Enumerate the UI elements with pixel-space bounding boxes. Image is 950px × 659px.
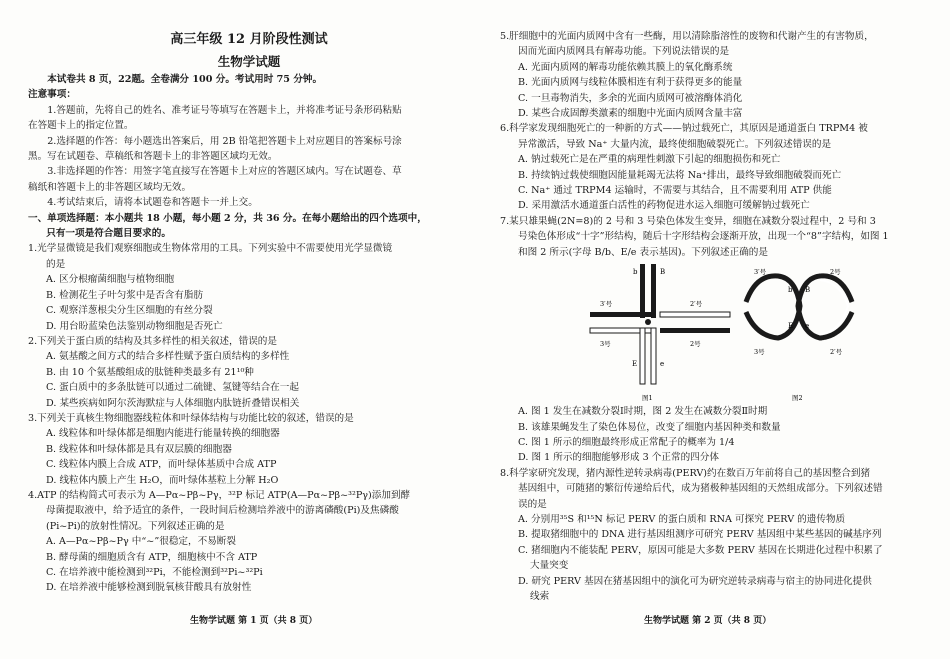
section-heading: 一、单项选择题：本小题共 18 小题，每小题 2 分，共 36 分。在每小题给出的四个选项中，	[28, 212, 427, 224]
gene-label-B: B	[805, 286, 811, 295]
question-6	[500, 121, 926, 213]
option-b: B. 提取猪细胞中的 DNA 进行基因组测序可研究 PERV 基因组中某些基因的碱基序列	[518, 529, 882, 541]
notice-line: 2.选择题的作答：每小题选出答案后，用 2B 铅笔把答题卡上对应题目的答案标号涂	[47, 135, 402, 147]
exam-title: 高三年级 12 月阶段性测试	[170, 32, 328, 47]
question-stem: 7.某只雄果蝇(2N=8)的 2 号和 3 号染色体发生变异，细胞在减数分裂过程中，2 号和 3	[500, 215, 876, 227]
option-c: C. 观察洋葱根尖分生区细胞的有丝分裂	[46, 305, 213, 317]
notice-title: 注意事项：	[28, 89, 76, 101]
question-stem: 3.下列关于真核生物细胞器线粒体和叶绿体结构与功能比较的叙述，错误的是	[28, 412, 354, 424]
option-a: A. 线粒体和叶绿体都是细胞内能进行能量转换的细胞器	[46, 428, 280, 440]
gene-label-e: e	[805, 322, 810, 331]
right-column	[500, 29, 926, 604]
chromosome-arm	[660, 328, 730, 333]
gene-label-E: E	[632, 360, 638, 369]
option-c: C. Na⁺ 通过 TRPM4 运输时，不需要与其结合，且不需要利用 ATP 供能	[518, 185, 832, 197]
question-4	[28, 488, 470, 596]
question-stem: 异常激活，导致 Na⁺ 大量内流，最终使细胞破裂死亡。下列叙述错误的是	[518, 138, 832, 150]
chromosome-arm	[590, 328, 656, 333]
question-stem: 6.科学家发现细胞死亡的一种新的方式——钠过载死亡，其原因是通道蛋白 TRPM4 被	[500, 123, 868, 135]
option-d: D. 在培养液中能够检测到脱氧核苷酸具有放射性	[46, 582, 252, 594]
chromosome-label: 3′号	[600, 300, 613, 309]
centromere	[796, 293, 802, 299]
gene-label-B: B	[660, 268, 666, 277]
chromosome-arm	[660, 312, 730, 317]
question-stem: 母菌提取液中，给予适宜的条件，一段时间后检测培养液中的游离磷酸(Pi)及焦磷酸	[46, 505, 399, 517]
chromosome-figures	[500, 262, 926, 404]
section-heading-cont: 只有一项是符合题目要求的。	[46, 228, 171, 240]
chromosome-label: 2′号	[830, 348, 843, 357]
option-d: D. 线粒体内膜上产生 H₂O，而叶绿体基粒上分解 H₂O	[46, 474, 279, 486]
notice-line: 1.答题前，先将自己的姓名、准考证号等填写在答题卡上，并将准考证号条形码粘贴	[47, 104, 402, 116]
figure-1-caption: 图1	[642, 394, 653, 403]
chromosome-label: 2号	[690, 340, 701, 349]
notice-line: 4.考试结束后，请将本试题卷和答题卡一并上交。	[47, 197, 258, 209]
chromosome-label: 2′号	[690, 300, 703, 309]
question-stem: 号染色体形成“十字”形结构，随后十字形结构会逐渐开放，出现一个“8”字结构，如图 1	[518, 231, 889, 243]
question-stem: 5.肝细胞中的光面内质网中含有一些酶，用以清除脂溶性的废物和代谢产生的有害物质，	[500, 31, 874, 42]
figure-2-eight	[746, 276, 852, 338]
option-c: C. 蛋白质中的多条肽链可以通过二硫键、氢键等结合在一起	[46, 382, 299, 394]
chromosome-arm	[651, 328, 656, 384]
question-stem: 基因组中，可随猪的繁衍传递给后代，成为猪极种基因组的天然组成部分。下列叙述错	[518, 483, 883, 495]
question-stem: 因而光面内质网具有解毒功能。下列说法错误的是	[518, 46, 730, 58]
option-b: B. 酵母菌的细胞质含有 ATP，细胞核中不含 ATP	[46, 551, 258, 563]
chromosome-label: 3号	[600, 340, 611, 349]
option-d: D. 研究 PERV 基因在猪基因组中的演化可为研究逆转录病毒与宿主的协同进化提供	[518, 575, 872, 587]
gene-label-E: E	[788, 322, 794, 331]
option-b: B. 线粒体和叶绿体都是具有双层膜的细胞器	[46, 443, 232, 455]
option-c: C. 图 1 所示的细胞最终形成正常配子的概率为 1/4	[518, 436, 735, 448]
option-b: B. 该雄果蝇发生了染色体易位，改变了细胞内基因种类和数量	[518, 421, 781, 433]
chromosome-label: 3′号	[754, 268, 767, 277]
notice-line: 黑。写在试题卷、草稿纸和答题卡上的非答题区域均无效。	[28, 151, 278, 163]
option-c-cont: 大量突变	[530, 560, 569, 572]
chromosome-figure-svg	[500, 262, 926, 404]
option-d-cont: 线索	[530, 590, 550, 602]
option-a: A. 氨基酸之间方式的结合多样性赋予蛋白质结构的多样性	[46, 351, 290, 363]
page-footer-right: 生物学试题 第 2 页（共 8 页）	[644, 616, 772, 626]
option-d: D. 某些疾病如阿尔茨海默症与人体细胞内肽链折叠错误相关	[46, 397, 300, 409]
exam-subtitle: 生物学试题	[217, 54, 281, 69]
option-a: A. 区分根瘤菌细胞与植物细胞	[46, 274, 175, 286]
option-a: A. 钠过载死亡是在严重的病理性刺激下引起的细胞损伤和死亡	[518, 154, 781, 166]
chromosome-label: 2号	[830, 268, 841, 277]
question-7	[500, 214, 926, 466]
notice-line: 稿纸和答题卡上的非答题区域均无效。	[28, 181, 192, 193]
question-stem: 8.科学家研究发现，猪内源性逆转录病毒(PERV)约在数百万年前将自己的基因整合到猪	[500, 467, 871, 479]
page-footer-left: 生物学试题 第 1 页（共 8 页）	[190, 616, 318, 626]
option-c: C. 在培养液中能检测到³²Pi，不能检测到³²Pi~³²Pi	[46, 567, 263, 578]
notice-line: 在答题卡上的指定位置。	[28, 120, 134, 132]
option-c: C. 猪细胞内不能装配 PERV，原因可能是大多数 PERV 基因在长期进化过程中积累了	[518, 544, 883, 556]
question-8	[500, 466, 926, 605]
notice-line: 3.非选择题的作答：用签字笔直接写在答题卡上对应的答题区域内。写在试题卷、草	[47, 166, 402, 178]
option-d: D. 某些合成固醇类激素的细胞中光面内质网含量丰富	[518, 108, 743, 120]
chromosome-label: 3号	[754, 348, 765, 357]
question-stem: 和图 2 所示(字母 B/b、E/e 表示基因)。下列叙述正确的是	[518, 246, 768, 258]
chromosome-arm	[640, 328, 645, 384]
gene-label-b: b	[788, 286, 793, 295]
question-stem: 1.光学显微镜是我们观察细胞或生物体常用的工具。下列实验中不需要使用光学显微镜	[28, 243, 393, 255]
question-stem: 误的是	[518, 498, 547, 510]
question-stem: 的是	[46, 258, 66, 270]
question-5	[500, 29, 926, 121]
centromere	[796, 313, 802, 319]
exam-info: 本试卷共 8 页，22题。全卷满分 100 分。考试用时 75 分钟。	[47, 74, 323, 85]
option-a: A. 图 1 发生在减数分裂Ⅰ时期，图 2 发生在减数分裂Ⅱ时期	[518, 406, 768, 418]
question-stem: (Pi~Pi)的放射性情况。下列叙述正确的是	[46, 520, 225, 532]
option-c: C. 线粒体内膜上合成 ATP，而叶绿体基质中合成 ATP	[46, 459, 277, 471]
question-stem: 4.ATP 的结构简式可表示为 A—Pα~Pβ~Pγ，³²P 标记 ATP(A—Pα~Pβ~³²Pγ)添加到酵	[28, 489, 411, 501]
option-b: B. 由 10 个氨基酸组成的肽链种类最多有 21¹⁰种	[46, 366, 254, 378]
chromosome-arm	[640, 264, 645, 318]
option-a: A. 分别用³⁵S 和¹⁵N 标记 PERV 的蛋白质和 RNA 可探究 PERV 的遗传物质	[518, 513, 846, 525]
option-d: D. 用台盼蓝染色法鉴别动物细胞是否死亡	[46, 320, 223, 332]
left-column	[28, 0, 470, 596]
chromosome-arm	[590, 312, 656, 317]
option-b: B. 持续钠过载使细胞因能量耗竭无法将 Na⁺排出，最终导致细胞破裂而死亡	[518, 169, 842, 181]
option-b: B. 光面内质网与线粒体膜相连有利于获得更多的能量	[518, 77, 743, 89]
figure-2-caption: 图2	[792, 394, 803, 403]
option-d: D. 图 1 所示的细胞能够形成 3 个正常的四分体	[518, 452, 719, 464]
centromere	[645, 319, 651, 325]
option-b: B. 检测花生子叶匀浆中是否含有脂肪	[46, 289, 204, 301]
question-1	[28, 241, 470, 333]
gene-label-b: b	[633, 268, 638, 277]
option-a: A. A—Pα~Pβ~Pγ 中“~”很稳定，不易断裂	[46, 536, 236, 548]
chromosome-arm	[651, 264, 656, 318]
option-d: D. 采用激活水通道蛋白活性的药物促进水运入细胞可缓解钠过载死亡	[518, 200, 810, 212]
gene-label-e: e	[660, 360, 665, 369]
option-c: C. 一旦毒物消失，多余的光面内质网可被溶酶体消化	[518, 92, 743, 104]
question-stem: 2.下列关于蛋白质的结构及其多样性的相关叙述，错误的是	[28, 335, 277, 347]
option-a: A. 光面内质网的解毒功能依赖其膜上的氧化酶系统	[518, 61, 733, 73]
question-3	[28, 411, 470, 488]
question-2	[28, 334, 470, 411]
